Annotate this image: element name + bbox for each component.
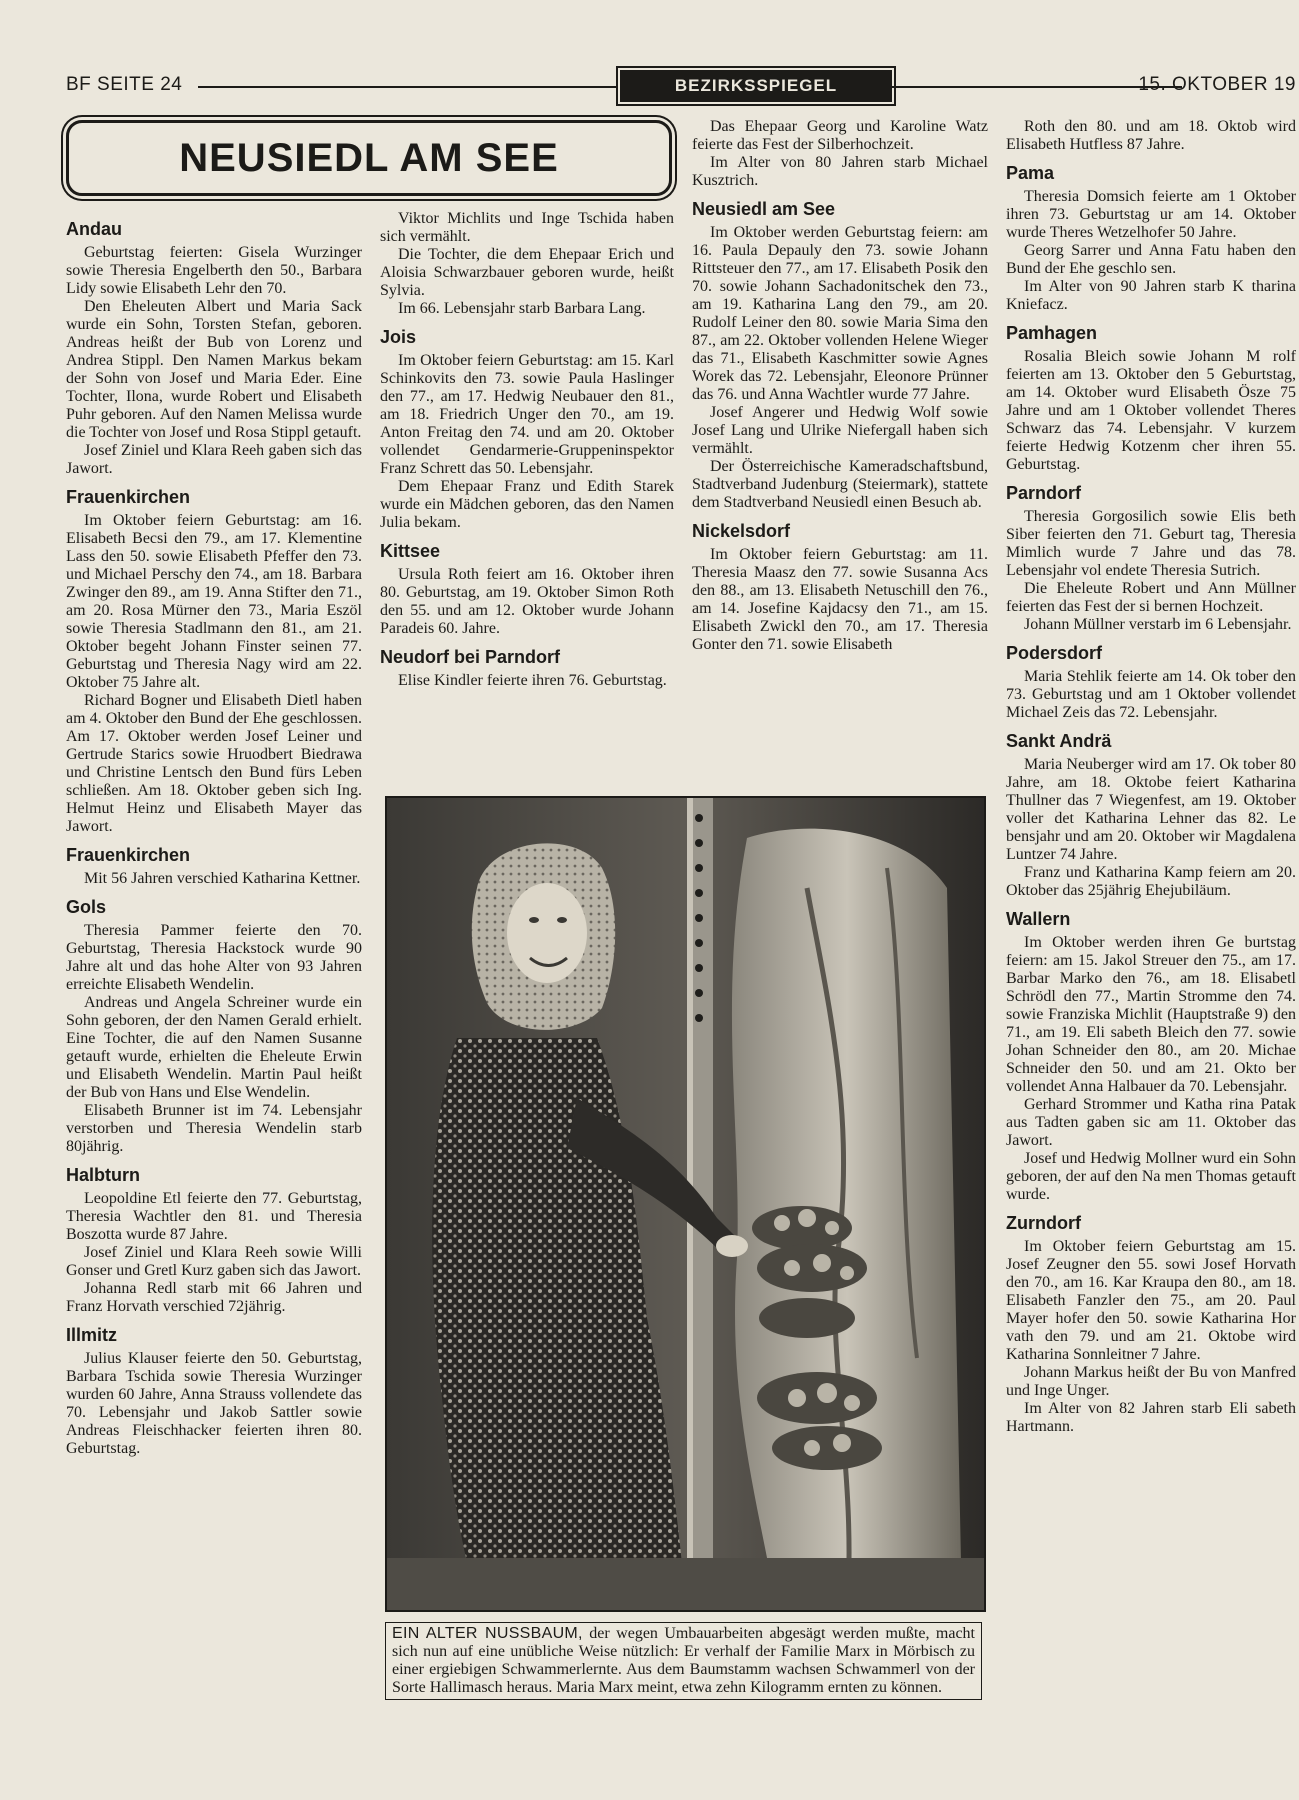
article-paragraph: Mit 56 Jahren verschied Katharina Kettner. [84, 870, 361, 887]
section-heading: Parndorf [1006, 483, 1082, 503]
header-rule-left [198, 86, 618, 88]
column-3 [692, 118, 988, 654]
article-paragraph: Franz und Katharina Kamp feiern am 20. Oktober das 25jährig Ehejubiläum. [1006, 864, 1296, 899]
article-paragraph: Richard Bogner und Elisabeth Dietl haben am 4. Oktober den Bund der Ehe geschlossen. Am 17. Oktober werden Josef Leiner und Gertrude Starics sowie Hruodbert Biedrawa und Christine Lentsch den Bund fürs Leben schließen. Am 18. Oktober geben sich Ing. Helmut Heinz und Elisabeth Mayer das Jawort. [66, 692, 362, 835]
article-paragraph: Josef und Hedwig Mollner wurd ein Sohn geboren, der auf den Na men Thomas getauft wurde. [1006, 1150, 1296, 1203]
article-paragraph: Viktor Michlits und Inge Tschida haben sich vermählt. [380, 210, 674, 245]
article-paragraph: Im Alter von 82 Jahren starb Eli sabeth Hartmann. [1006, 1400, 1296, 1435]
article-paragraph: Das Ehepaar Georg und Karoline Watz feierte das Fest der Silberhochzeit. [692, 118, 988, 153]
section-heading: Jois [380, 327, 417, 347]
article-paragraph: Johann Müllner verstarb im 6 Lebensjahr. [1024, 616, 1292, 633]
section-heading: Zurndorf [1006, 1213, 1081, 1233]
photo-woman-with-tree-stump [385, 796, 986, 1612]
section-heading: Pama [1006, 163, 1055, 183]
article-paragraph: Johanna Redl starb mit 66 Jahren und Franz Horvath verschied 72jährig. [66, 1280, 362, 1315]
caption-text: der wegen Umbauarbeiten abgesägt werden mußte, macht sich nun auf eine unübliche Weise nützlich: Er verhalf der Familie Marx in Mörbisch zu einer ergiebigen Schwammerlernte. Aus dem Baumstamm wachsen Schwammerl von der Sorte Hallimasch heraus. Maria Marx meint, etwa zehn Kilogramm ernten zu können. [392, 1625, 975, 1696]
article-paragraph: Dem Ehepaar Franz und Edith Starek wurde ein Mädchen geboren, das den Namen Julia bekam. [380, 478, 674, 531]
article-paragraph: Im Alter von 80 Jahren starb Michael Kusztrich. [692, 154, 988, 189]
article-paragraph: Im 66. Lebensjahr starb Barbara Lang. [398, 300, 646, 317]
article-paragraph: Roth den 80. und am 18. Oktob wird Elisabeth Hutfless 87 Jahre. [1006, 118, 1296, 153]
article-paragraph: Der Österreichische Kameradschaftsbund, Stadtverband Judenburg (Steiermark), stattete dem Stadtverband Neusiedl einen Besuch ab. [692, 458, 988, 511]
article-paragraph: Ursula Roth feiert am 16. Oktober ihren 80. Geburtstag, am 19. Oktober Simon Roth den 55. und am 12. Oktober wurde Johann Paradeis 60. Jahre. [380, 566, 674, 637]
section-heading: Halbturn [66, 1165, 140, 1185]
article-paragraph: Im Oktober feiern Geburtstag: am 15. Karl Schinkovits den 73. sowie Paula Haslinger den 77., am 17. Hedwig Neubauer den 81., am 18. Friedrich Unger den 70., am 19. Anton Freitag den 74. und am 20. Oktober vollendet Gendarmerie-Gruppeninspektor Franz Schrett das 50. Lebensjahr. [380, 352, 674, 477]
article-paragraph: Elisabeth Brunner ist im 74. Lebensjahr verstorben und Theresia Wendelin starb 80jährig. [66, 1102, 362, 1155]
section-heading: Illmitz [66, 1325, 118, 1345]
section-heading: Nickelsdorf [692, 521, 791, 541]
article-paragraph: Theresia Pammer feierte den 70. Geburtstag, Theresia Hackstock wurde 90 Jahre alt und das hohe Alter von 93 Jahren erreichte Elisabeth Wendelin. [66, 922, 362, 993]
article-paragraph: Josef Angerer und Hedwig Wolf sowie Josef Lang und Ulrike Niefergall haben sich vermählt. [692, 404, 988, 457]
section-heading: Kittsee [380, 541, 441, 561]
region-title: NEUSIEDL AM SEE [66, 120, 672, 196]
article-paragraph: Josef Ziniel und Klara Reeh gaben sich das Jawort. [66, 442, 362, 477]
photo-illustration [387, 798, 984, 1610]
page-number: BF SEITE 24 [66, 74, 183, 95]
article-paragraph: Georg Sarrer und Anna Fatu haben den Bund der Ehe geschlo sen. [1006, 242, 1296, 277]
section-heading: Andau [66, 219, 122, 239]
section-heading: Wallern [1006, 909, 1071, 929]
section-label: BEZIRKSSPIEGEL [620, 70, 892, 102]
article-paragraph: Gerhard Strommer und Katha rina Patak aus Tadten gaben sic am 11. Oktober das Jawort. [1006, 1096, 1296, 1149]
article-paragraph: Leopoldine Etl feierte den 77. Geburtstag, Theresia Wachtler den 81. und Theresia Boszotta wurde 87 Jahre. [66, 1190, 362, 1243]
section-heading: Gols [66, 897, 107, 917]
article-paragraph: Im Oktober werden ihren Ge burtstag feiern: am 15. Jakol Streuer den 75., am 17. Barbar Marko den 76., am 18. Elisabetl Schrödl den 77., Martin Stromme den 74. sowie Franziska Michlit (Hauptstraße 9) den 71., am 19. Eli sabeth Bleich den 77. sowie Johan Schneider den 80., am 20. Michae Schneider den 50. und am 21. Okto ber vollendet Anna Halbauer da 70. Lebensjahr. [1006, 934, 1296, 1095]
article-paragraph: Maria Neuberger wird am 17. Ok tober 80 Jahre, am 18. Oktobe feiert Katharina Thullner das 7 Wiegenfest, am 19. Oktober voller det Katharina Lehner das 82. Le bensjahr und am 20. Oktober wir Magdalena Luntzer 74 Jahre. [1006, 756, 1296, 863]
section-heading: Frauenkirchen [66, 487, 191, 507]
article-paragraph: Elise Kindler feierte ihren 76. Geburtstag. [398, 672, 667, 689]
article-paragraph: Johann Markus heißt der Bu von Manfred und Inge Unger. [1006, 1364, 1296, 1399]
article-paragraph: Im Oktober feiern Geburtstag: am 16. Elisabeth Becsi den 79., am 17. Klementine Lass den 50. sowie Elisabeth Pfeffer den 73. und Michael Perschy den 74., am 18. Barbara Zwinger den 89., am 19. Anna Stifter den 71., am 20. Rosa Mürner den 73., Maria Eszöl sowie Theresia Stadlmann den 81., am 21. Oktober begeht Johann Finster seinen 77. Geburtstag und Theresia Nagy wird am 22. Oktober 75 Jahre alt. [66, 512, 362, 691]
article-paragraph: Im Alter von 90 Jahren starb K tharina Kniefacz. [1006, 278, 1296, 313]
section-heading: Podersdorf [1006, 643, 1103, 663]
article-paragraph: Theresia Gorgosilich sowie Elis beth Siber feierten den 71. Geburt tag, Theresia Mimlich wurde 7 Jahre und das 78. Lebensjahr vol endete Theresia Sutrich. [1006, 508, 1296, 579]
article-paragraph: Andreas und Angela Schreiner wurde ein Sohn geboren, der den Namen Gerald erhielt. Eine Tochter, die auf den Namen Susanne getauft wurde, erhielten die Eheleute Erwin und Elisabeth Wendelin. Martin Paul heißt der Bub von Hans und Else Wendelin. [66, 994, 362, 1101]
photo-caption [385, 1622, 982, 1700]
section-heading: Neusiedl am See [692, 199, 836, 219]
article-paragraph: Die Eheleute Robert und Ann Müllner feierten das Fest der si bernen Hochzeit. [1006, 580, 1296, 615]
section-heading: Sankt Andrä [1006, 731, 1112, 751]
section-heading: Frauenkirchen [66, 845, 191, 865]
page-header [66, 70, 1296, 102]
column-4 [1006, 118, 1296, 1436]
issue-date: 15. OKTOBER 19 [1138, 74, 1296, 95]
article-paragraph: Maria Stehlik feierte am 14. Ok tober den 73. Geburtstag und am 1 Oktober vollendet Michael Zeis das 72. Lebensjahr. [1006, 668, 1296, 721]
article-paragraph: Josef Ziniel und Klara Reeh sowie Willi Gonser und Gretl Kurz gaben sich das Jawort. [66, 1244, 362, 1279]
article-paragraph: Theresia Domsich feierte am 1 Oktober ihren 73. Geburtstag ur am 14. Oktober wurde Theres Wetzelhofer 50 Jahre. [1006, 188, 1296, 241]
article-paragraph: Den Eheleuten Albert und Maria Sack wurde ein Sohn, Torsten Stefan, geboren. Andreas heißt der Bub von Lorenz und Andrea Stippl. Den Namen Markus bekam der Sohn von Josef und Maria Eder. Eine Tochter, Ilona, wurde Robert und Elisabeth Puhr geboren. Auf den Namen Melissa wurde die Tochter von Josef und Rosa Stippl getauft. [66, 298, 362, 441]
article-paragraph: Geburtstag feierten: Gisela Wurzinger sowie Theresia Engelberth den 50., Barbara Lidy sowie Elisabeth Lehr den 70. [66, 244, 362, 297]
article-paragraph: Im Oktober werden Geburtstag feiern: am 16. Paula Depauly den 73. sowie Johann Rittsteuer den 77., am 17. Elisabeth Posik den 70. sowie Johann Sachadonitschek den 73., am 19. Katharina Lang den 79., am 20. Rudolf Leiner den 80. sowie Maria Sima den 87., am 22. Oktober vollenden Helene Wieger das 71., Elisabeth Kaschmitter sowie Agnes Worek das 72. Lebensjahr, Eleonore Prünner das 76. und Anna Wachtler wurde 77 Jahre. [692, 224, 988, 403]
article-paragraph: Julius Klauser feierte den 50. Geburtstag, Barbara Tschida sowie Theresia Wurzinger wurden 60 Jahre, Anna Strauss vollendete das 70. Lebensjahr und Jakob Sattler sowie Andreas Fleischhacker feierten ihren 80. Geburtstag. [66, 1350, 362, 1457]
caption-lead: EIN ALTER NUSSBAUM, [392, 1625, 583, 1642]
article-paragraph: Im Oktober feiern Geburtstag: am 11. Theresia Maasz den 77. sowie Susanna Acs den 88., am 13. Elisabeth Netuschill den 76., am 14. Josefine Kajdacsy den 71., am 15. Elisabeth Zwickl den 70., am 17. Theresia Gonter den 71. sowie Elisabeth [692, 546, 988, 653]
section-heading: Neudorf bei Parndorf [380, 647, 561, 667]
section-heading: Pamhagen [1006, 323, 1098, 343]
article-paragraph: Die Tochter, die dem Ehepaar Erich und Aloisia Schwarzbauer geboren wurde, heißt Sylvia. [380, 246, 674, 299]
column-1 [66, 210, 362, 1458]
article-paragraph: Im Oktober feiern Geburtstag am 15. Josef Zeugner den 55. sowi Josef Horvath den 70., am 16. Kar Kraupa den 80., am 18. Elisabeth Fanzler den 75., am 20. Paul Mayer hofer den 50. sowie Katharina Hor vath den 79. und am 21. Oktobe wird Katharina Sonnleitner 7 Jahre. [1006, 1238, 1296, 1363]
column-2 [380, 210, 674, 690]
article-paragraph: Rosalia Bleich sowie Johann M rolf feierten am 13. Oktober den 5 Geburtstag, am 14. Oktober wurd Elisabeth Ösze 75 Jahre und am 1 Oktober vollendet Theres Schwarz das 74. Lebensjahr. V kurzem feierte Hedwig Kotzenm cher ihren 55. Geburtstag. [1006, 348, 1296, 473]
